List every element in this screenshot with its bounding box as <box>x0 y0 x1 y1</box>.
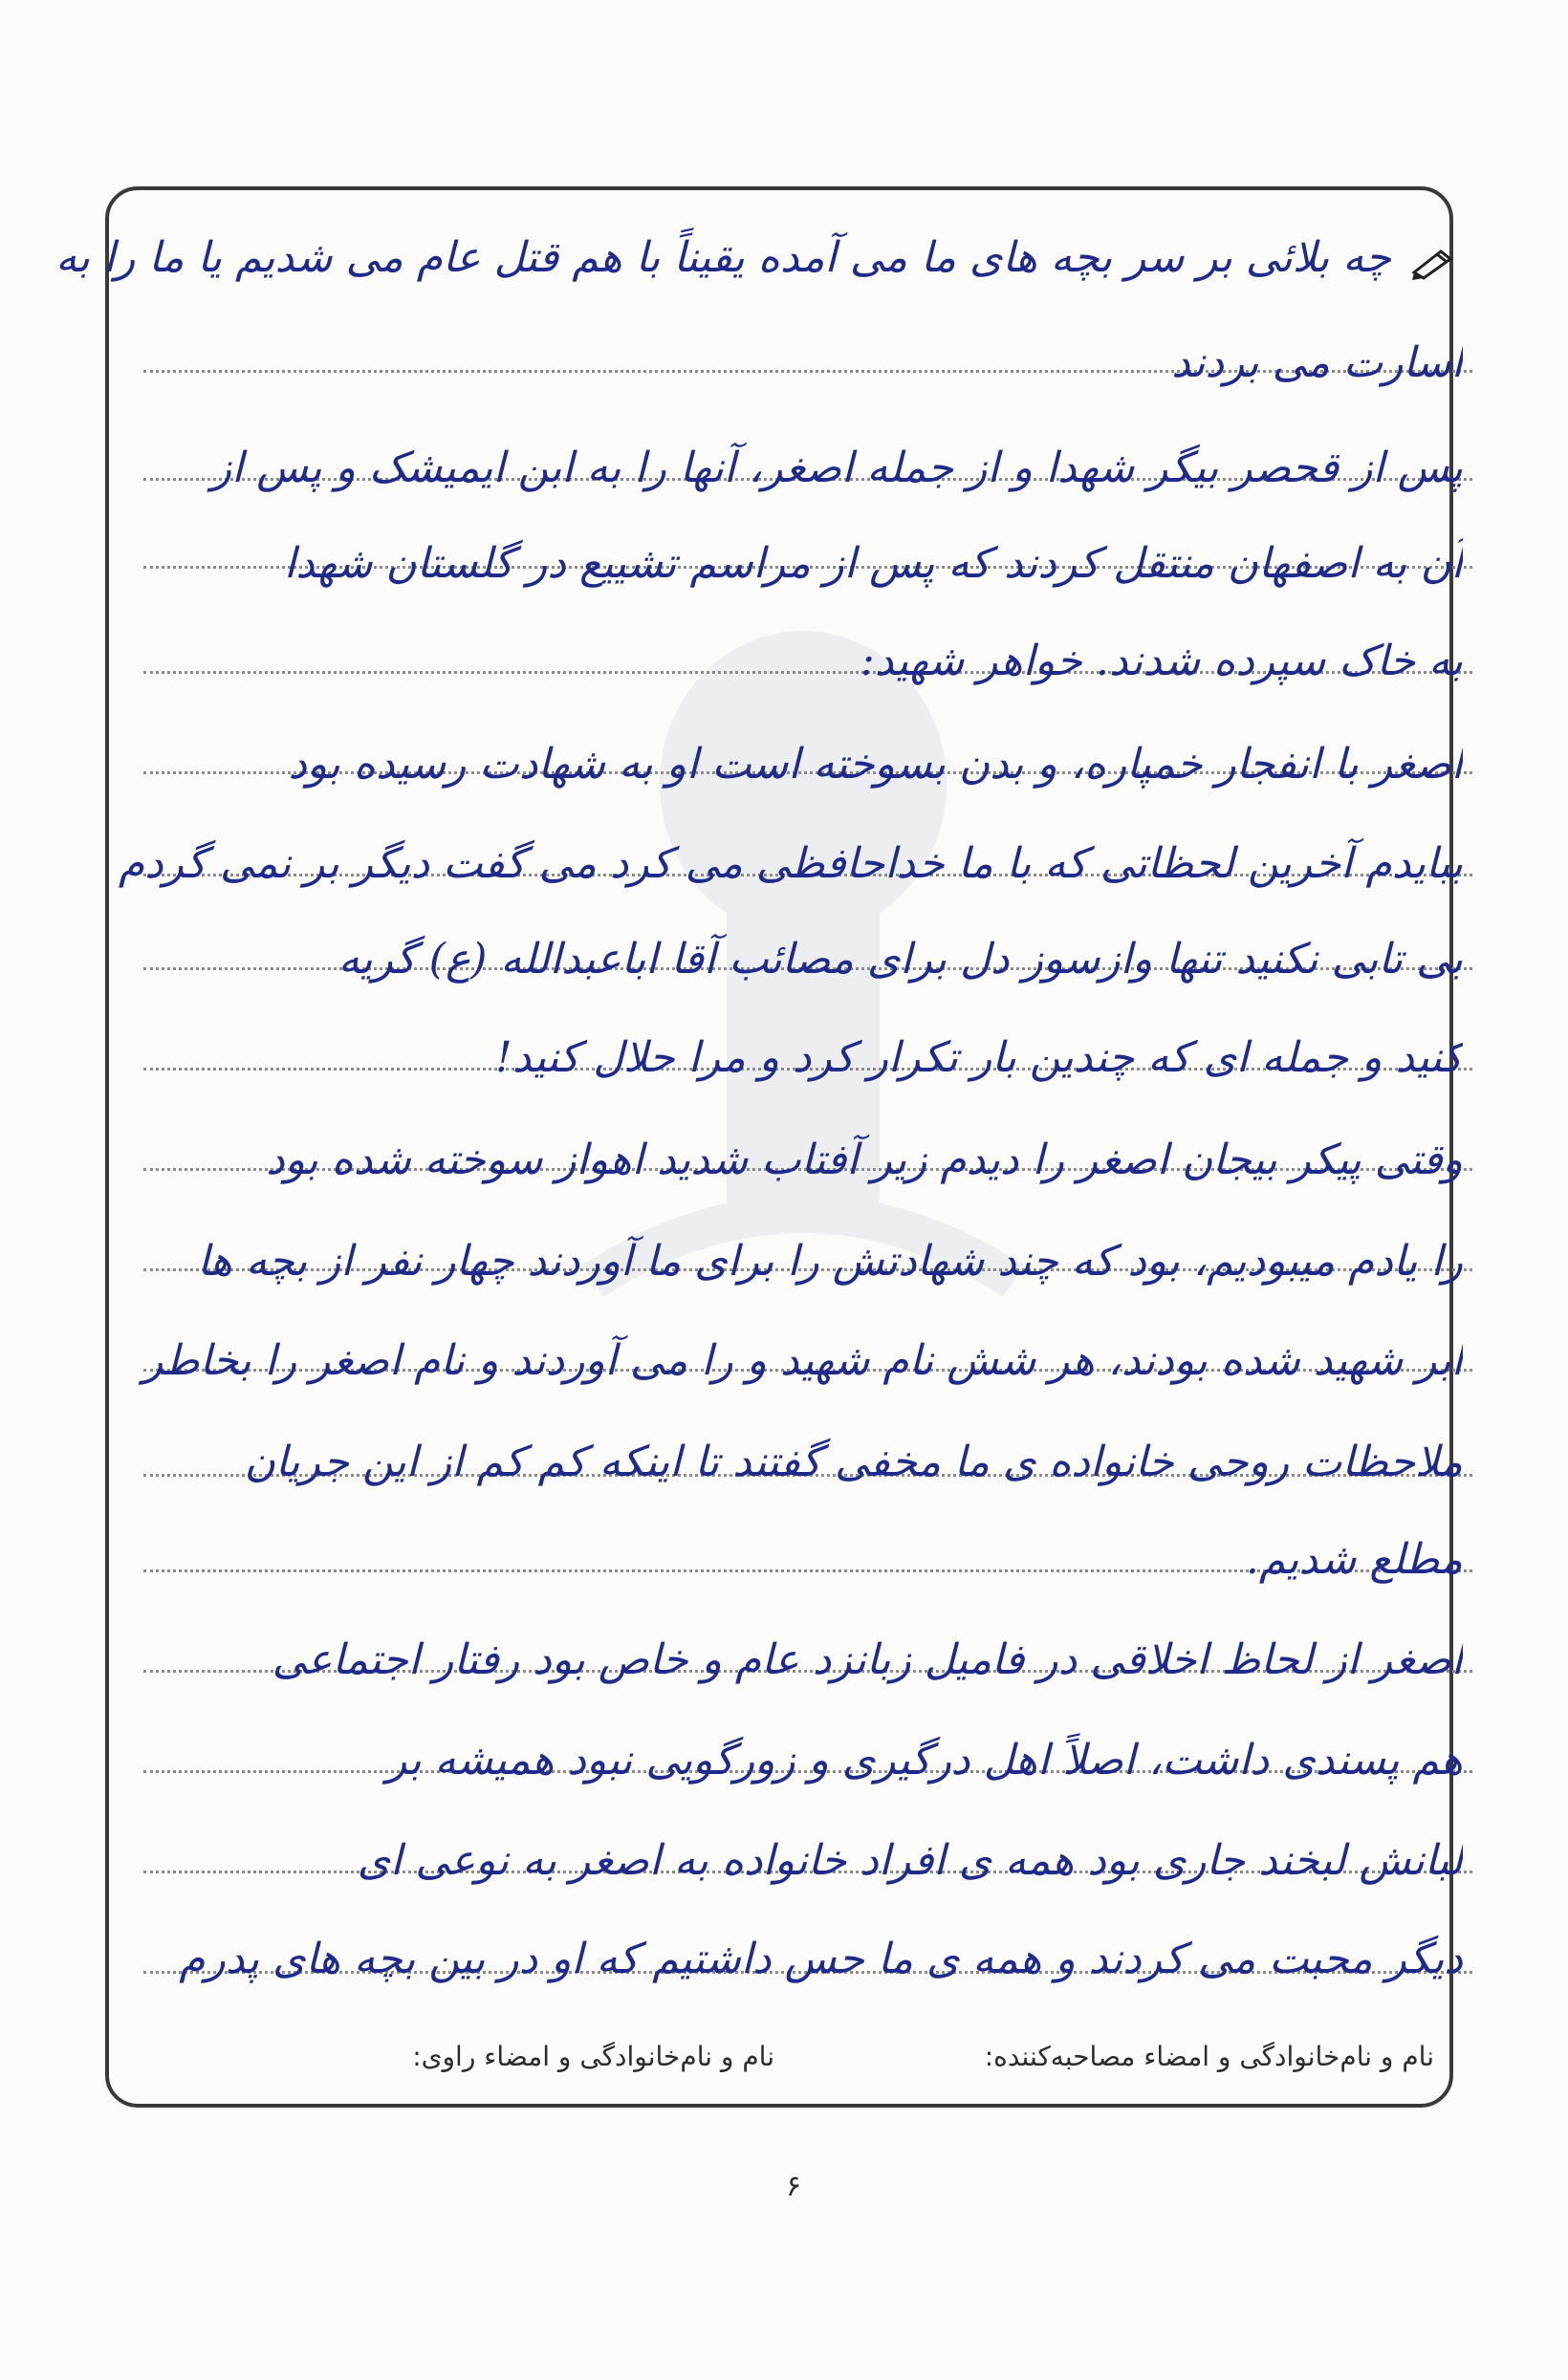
handwritten-line: ببایدم آخرین لحظاتی که با ما خداحافظی می کرد می گفت دیگر بر نمی گردم <box>118 839 1463 888</box>
handwritten-line: اصغر از لحاظ اخلاقی در فامیل زبانزد عام و خاص بود رفتار اجتماعی <box>272 1635 1463 1684</box>
handwritten-line: بی تابی نکنید تنها وازسوز دل برای مصائب آقا اباعبدالله (ع) گریه <box>338 935 1463 984</box>
handwritten-line: ابر شهید شده بودند، هر شش نام شهید و را می آوردند و نام اصغر را بخاطر <box>142 1336 1463 1385</box>
interviewer-signature-label: نام و نام‌خانوادگی و امضاء مصاحبه‌کننده: <box>984 2041 1434 2072</box>
page-number: ۶ <box>785 2170 802 2203</box>
handwritten-line: هم پسندی داشت، اصلاً اهل درگیری و زورگویی نبود همیشه بر <box>386 1736 1463 1785</box>
handwritten-line: کنید و جمله ای که چندین بار تکرار کرد و مرا حلال کنید! <box>494 1033 1463 1082</box>
handwritten-line: دیگر محبت می کردند و همه ی ما حس داشتیم که او در بین بچه های پدرم <box>179 1935 1463 1983</box>
handwritten-line: اصغر با انفجار خمپاره، و بدن بسوخته است او به شهادت رسیده بود <box>288 740 1463 789</box>
handwritten-line: لبانش لبخند جاری بود همه ی افراد خانواده به اصغر به نوعی ای <box>357 1836 1463 1885</box>
handwritten-line: چه بلائی بر سر بچه های ما می آمده یقیناً با هم قتل عام می شدیم یا ما را به <box>55 233 1391 282</box>
handwritten-line: مطلع شدیم. <box>1245 1535 1463 1584</box>
handwritten-line: ملاحظات روحی خانواده ی ما مخفی گفتند تا اینکه کم کم از این جریان <box>244 1438 1463 1486</box>
handwritten-line: پس از قحصر بیگر شهدا و از جمله اصغر، آنها را به ابن ایمیشک و پس از <box>210 444 1463 492</box>
narrator-signature-label: نام و نام‌خانوادگی و امضاء راوی: <box>412 2041 774 2072</box>
pencil-icon <box>1410 244 1458 282</box>
dotted-lines <box>143 0 1472 2007</box>
handwritten-line: آن به اصفهان منتقل کردند که پس از مراسم تشییع در گلستان شهدا <box>283 539 1463 588</box>
handwritten-line: اسارت می بردند <box>1171 338 1463 387</box>
handwritten-line: را یادم میبودیم، بود که چند شهادتش را برای ما آوردند چهار نفر از بچه ها <box>197 1237 1463 1286</box>
handwritten-line: به خاک سپرده شدند. خواهر شهید: <box>860 637 1463 685</box>
handwritten-line: وقتی پیکر بیجان اصغر را دیدم زیر آفتاب شدید اهواز سوخته شده بود <box>266 1136 1463 1184</box>
